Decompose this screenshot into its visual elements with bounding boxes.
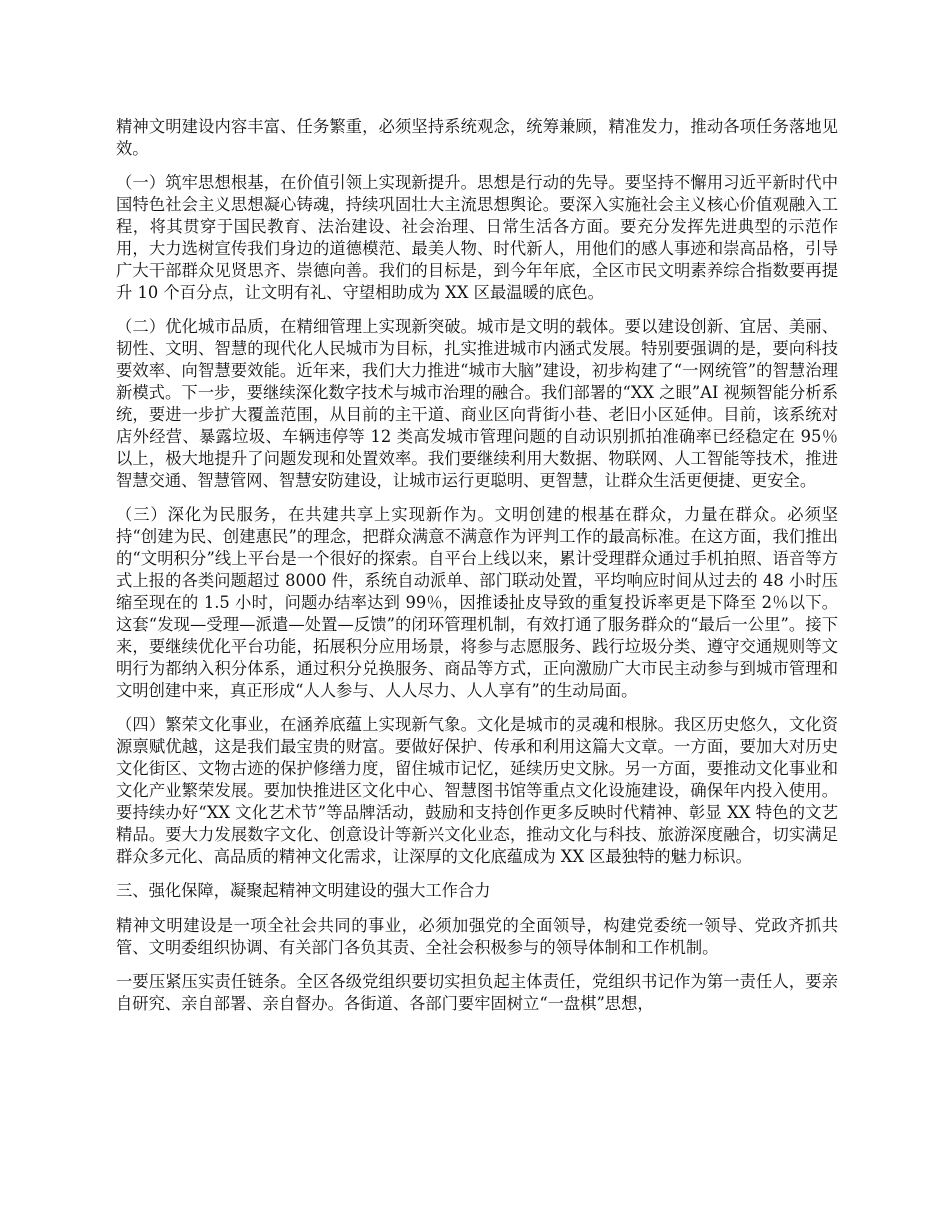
paragraph-intro: 精神文明建设内容丰富、任务繁重，必须坚持系统观念，统筹兼顾，精准发力，推动各项任务落地见效。 [116,117,838,158]
paragraph-section-4: （四）繁荣文化事业，在涵养底蕴上实现新气象。文化是城市的灵魂和根脉。我区历史悠久，文化资源禀赋优越，这是我们最宝贵的财富。要做好保护、传承和利用这篇大文章。一方面，要加大对历史文化街区、文物古迹的保护修缮力度，留住城市记忆，延续历史文脉。另一方面，要推动文化事业和文化产业繁荣发展。要加快推进区文化中心、智慧图书馆等重点文化设施建设，确保年内投入使用。要持续办好“XX 文化艺术节”等品牌活动，鼓励和支持创作更多反映时代精神、彰显 XX 特色的文艺精品。要大力发展数字文化、创意设计等新兴文化业态，推动文化与科技、旅游深度融合，切实满足群众多元化、高品质的精神文化需求，让深厚的文化底蕴成为 XX 区最独特的魅力标识。 [116,715,838,866]
paragraph-responsibility: 一要压紧压实责任链条。全区各级党组织要切实担负起主体责任，党组织书记作为第一责任人，要亲自研究、亲自部署、亲自督办。各街道、各部门要牢固树立“一盘棋”思想， [116,972,838,1013]
paragraph-guarantee-intro: 精神文明建设是一项全社会共同的事业，必须加强党的全面领导，构建党委统一领导、党政齐抓共管、文明委组织协调、有关部门各负其责、全社会积极参与的领导体制和工作机制。 [116,916,838,957]
paragraph-section-3: （三）深化为民服务，在共建共享上实现新作为。文明创建的根基在群众，力量在群众。必须坚持“创建为民、创建惠民”的理念，把群众满意不满意作为评判工作的最高标准。在这方面，我们推出的“文明积分”线上平台是一个很好的探索。自平台上线以来，累计受理群众通过手机拍照、语音等方式上报的各类问题超过 8000 件，系统自动派单、部门联动处置，平均响应时间从过去的 48 小时压缩至现在的 1.5 小时，问题办结率达到 99％，因推诿扯皮导致的重复投诉率更是下降至 2％以下。这套“发现—受理—派遣—处置—反馈”的闭环管理机制，有效打通了服务群众的“最后一公里”。接下来，要继续优化平台功能，拓展积分应用场景，将参与志愿服务、践行垃圾分类、遵守交通规则等文明行为都纳入积分体系，通过积分兑换服务、商品等方式，正向激励广大市民主动参与到城市管理和文明创建中来，真正形成“人人参与、人人尽力、人人享有”的生动局面。 [116,505,838,700]
document-page [116,116,838,1027]
paragraph-section-2: （二）优化城市品质，在精细管理上实现新突破。城市是文明的载体。要以建设创新、宜居、美丽、韧性、文明、智慧的现代化人民城市为目标，扎实推进城市内涵式发展。特别要强调的是，要向科技要效率、向智慧要效能。近年来，我们大力推进“城市大脑”建设，初步构建了“一网统管”的智慧治理新模式。下一步，要继续深化数字技术与城市治理的融合。我们部署的“XX 之眼”AI 视频智能分析系统，要进一步扩大覆盖范围，从目前的主干道、商业区向背街小巷、老旧小区延伸。目前，该系统对店外经营、暴露垃圾、车辆违停等 12 类高发城市管理问题的自动识别抓拍准确率已经稳定在 95％以上，极大地提升了问题发现和处置效率。我们要继续利用大数据、物联网、人工智能等技术，推进智慧交通、智慧管网、智慧安防建设，让城市运行更聪明、更智慧，让群众生活更便捷、更安全。 [116,317,838,490]
paragraph-section-1: （一）筑牢思想根基，在价值引领上实现新提升。思想是行动的先导。要坚持不懈用习近平新时代中国特色社会主义思想凝心铸魂，持续巩固壮大主流思想舆论。要深入实施社会主义核心价值观融入工程，将其贯穿于国民教育、法治建设、社会治理、日常生活各方面。要充分发挥先进典型的示范作用，大力选树宣传我们身边的道德模范、最美人物、时代新人，用他们的感人事迹和崇高品格，引导广大干部群众见贤思齐、崇德向善。我们的目标是，到今年年底，全区市民文明素养综合指数要再提升 10 个百分点，让文明有礼、守望相助成为 XX 区最温暖的底色。 [116,173,838,302]
section-heading-three: 三、强化保障，凝聚起精神文明建设的强大工作合力 [116,881,491,900]
